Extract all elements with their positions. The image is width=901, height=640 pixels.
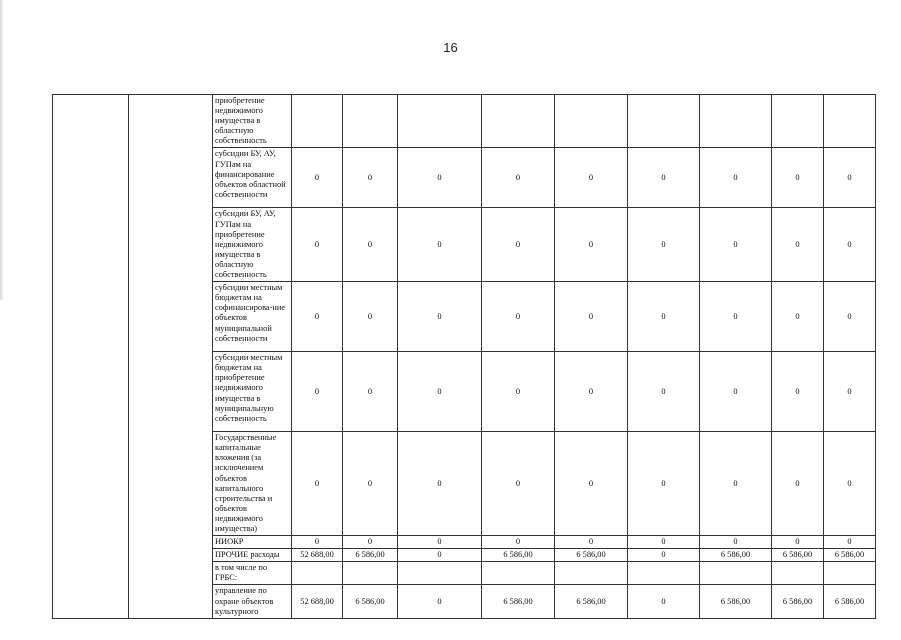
value-cell: 6 586,00 [482,585,555,618]
value-cell [398,95,482,148]
value-cell [292,95,343,148]
value-cell [343,95,398,148]
value-cell: 0 [824,432,876,536]
value-cell: 0 [398,549,482,562]
value-cell: 0 [398,536,482,549]
value-cell [482,95,555,148]
value-cell: 0 [555,536,628,549]
value-cell [824,562,876,585]
value-cell: 0 [628,585,700,618]
value-cell: 52 688,00 [292,585,343,618]
value-cell [628,95,700,148]
value-cell: 0 [628,148,700,208]
value-cell: 0 [628,432,700,536]
value-cell: 0 [482,432,555,536]
row-label: субсидии местным бюджетам на приобретение недвижимого имущества в муниципальную собственность [213,352,292,432]
value-cell [772,95,824,148]
row-label: управление по охране объектов культурного [213,585,292,618]
value-cell: 0 [555,352,628,432]
value-cell [628,562,700,585]
value-cell: 0 [555,148,628,208]
value-cell: 6 586,00 [700,549,772,562]
value-cell: 0 [343,282,398,352]
value-cell: 0 [772,536,824,549]
value-cell: 0 [772,208,824,282]
blank-col-a [53,95,129,619]
value-cell: 6 586,00 [772,549,824,562]
value-cell [398,562,482,585]
value-cell [292,562,343,585]
value-cell: 0 [628,549,700,562]
value-cell: 0 [343,148,398,208]
table-row [53,95,876,148]
value-cell: 0 [628,208,700,282]
row-label: субсидии местным бюджетам на софинансирова-ние объектов муниципальной собственности [213,282,292,352]
value-cell: 6 586,00 [824,549,876,562]
value-cell [700,95,772,148]
row-label: Государственные капитальные вложения (за исключением объектов капитального строительства и объектов недвижимого имущества) [213,432,292,536]
row-label: НИОКР [213,536,292,549]
value-cell: 0 [628,536,700,549]
value-cell [772,562,824,585]
value-cell [555,562,628,585]
value-cell: 0 [343,352,398,432]
value-cell: 6 586,00 [700,585,772,618]
row-label: в том числе по ГРБС: [213,562,292,585]
value-cell: 6 586,00 [772,585,824,618]
value-cell: 0 [292,282,343,352]
value-cell: 0 [343,536,398,549]
value-cell: 0 [398,282,482,352]
value-cell [824,95,876,148]
row-label: приобретение недвижимого имущества в областную собственность [213,95,292,148]
value-cell: 0 [482,282,555,352]
value-cell: 0 [772,432,824,536]
value-cell: 0 [343,432,398,536]
value-cell: 0 [343,208,398,282]
value-cell: 0 [398,208,482,282]
value-cell: 0 [824,208,876,282]
value-cell: 0 [555,282,628,352]
value-cell: 0 [824,148,876,208]
value-cell: 0 [700,208,772,282]
value-cell: 0 [555,208,628,282]
value-cell: 6 586,00 [555,585,628,618]
page-number: 16 [443,40,458,55]
value-cell: 0 [824,352,876,432]
value-cell [700,562,772,585]
value-cell: 0 [772,352,824,432]
value-cell: 6 586,00 [482,549,555,562]
value-cell: 0 [628,352,700,432]
blank-col-b [129,95,213,619]
value-cell: 6 586,00 [343,585,398,618]
value-cell: 52 688,00 [292,549,343,562]
row-label: субсидии БУ, АУ, ГУПам на финансирование объектов областной собственности [213,148,292,208]
value-cell: 0 [398,352,482,432]
value-cell: 0 [398,585,482,618]
value-cell: 0 [700,352,772,432]
row-label: ПРОЧИЕ расходы [213,549,292,562]
value-cell: 0 [824,536,876,549]
value-cell: 0 [772,148,824,208]
value-cell: 0 [482,352,555,432]
value-cell: 0 [700,536,772,549]
value-cell: 0 [398,432,482,536]
value-cell: 0 [700,282,772,352]
value-cell [343,562,398,585]
value-cell: 0 [292,148,343,208]
value-cell: 0 [555,432,628,536]
value-cell [482,562,555,585]
value-cell: 0 [292,536,343,549]
value-cell: 0 [292,208,343,282]
value-cell: 0 [700,432,772,536]
value-cell: 0 [700,148,772,208]
value-cell: 0 [482,536,555,549]
value-cell: 6 586,00 [555,549,628,562]
value-cell: 0 [482,148,555,208]
value-cell: 0 [772,282,824,352]
value-cell: 6 586,00 [343,549,398,562]
row-label: субсидии БУ, АУ, ГУПам на приобретение недвижимого имущества в областную собственность [213,208,292,282]
value-cell: 0 [398,148,482,208]
value-cell: 0 [482,208,555,282]
value-cell: 0 [292,432,343,536]
value-cell: 0 [628,282,700,352]
value-cell: 6 586,00 [824,585,876,618]
value-cell [555,95,628,148]
value-cell: 0 [824,282,876,352]
budget-table [52,94,876,619]
value-cell: 0 [292,352,343,432]
